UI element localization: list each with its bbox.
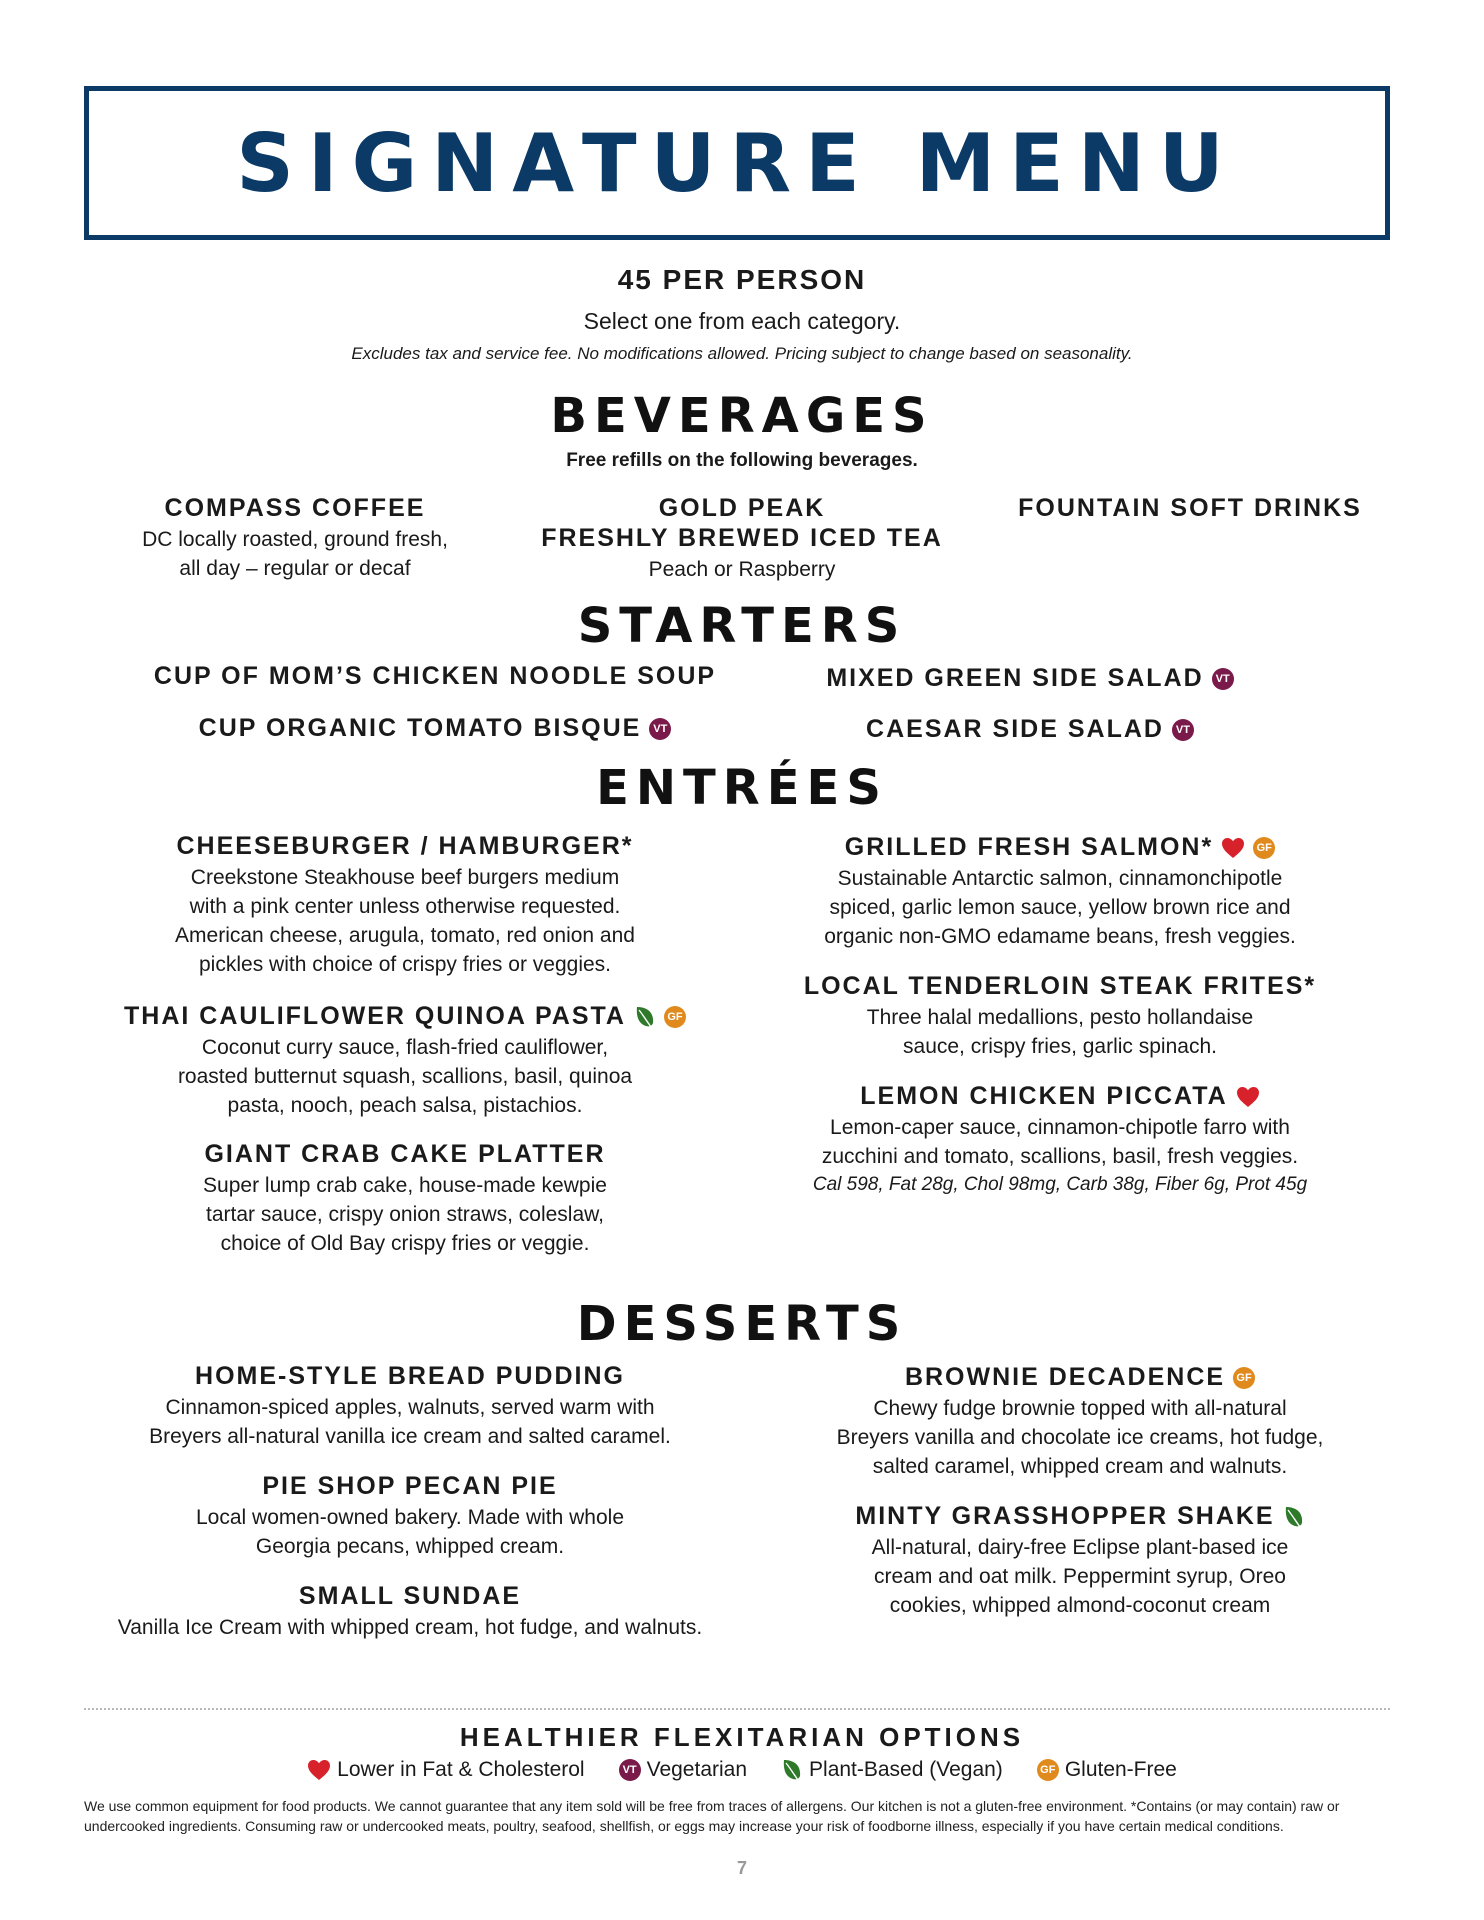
- dessert-name-text: SMALL SUNDAE: [298, 1582, 522, 1610]
- beverage-item: [1000, 494, 1380, 523]
- entree-item: [770, 833, 1350, 951]
- dessert-name-text: PIE SHOP PECAN PIE: [262, 1472, 558, 1500]
- beverages-heading: BEVERAGES: [550, 388, 934, 444]
- entree-desc-line: roasted butternut squash, scallions, basil, quinoa: [177, 1065, 633, 1088]
- desserts-heading: DESSERTS: [576, 1296, 908, 1352]
- vegetarian-icon: VT: [1212, 668, 1234, 690]
- legend-label: Lower in Fat & Cholesterol: [337, 1758, 585, 1781]
- entree-desc: [770, 1113, 1350, 1171]
- starter-name: [150, 662, 720, 691]
- legend-item: [1037, 1758, 1177, 1782]
- dessert-desc-line: Chewy fudge brownie topped with all-natural: [873, 1397, 1287, 1420]
- entree-desc-line: choice of Old Bay crispy fries or veggie.: [220, 1232, 590, 1255]
- entree-item: [110, 832, 700, 979]
- entree-name: [110, 1140, 700, 1169]
- legend-label: Vegetarian: [646, 1758, 748, 1781]
- entree-item: [770, 1082, 1350, 1199]
- starter-item: [790, 715, 1270, 744]
- dessert-name: [80, 1582, 740, 1611]
- entree-name-text: GRILLED FRESH SALMON*: [844, 833, 1214, 861]
- vegetarian-icon: VT: [649, 718, 671, 740]
- dessert-item: [80, 1582, 740, 1642]
- entree-desc-line: pasta, nooch, peach salsa, pistachios.: [227, 1094, 583, 1117]
- dessert-name: [790, 1363, 1370, 1392]
- nutrition-info: Cal 598, Fat 28g, Chol 98mg, Carb 38g, Fiber 6g, Prot 45g: [812, 1174, 1308, 1195]
- legend-item: [781, 1758, 1003, 1782]
- beverages-note: Free refills on the following beverages.: [566, 450, 918, 471]
- entree-name-text: LEMON CHICKEN PICCATA: [860, 1082, 1228, 1110]
- beverage-name-line2: FRESHLY BREWED ICED TEA: [541, 524, 943, 552]
- select-instruction: Select one from each category.: [583, 308, 901, 334]
- legend-item: [307, 1758, 584, 1782]
- entree-name: [770, 833, 1350, 862]
- dessert-name: [100, 1472, 720, 1501]
- beverage-name: COMPASS COFFEE: [164, 494, 426, 522]
- entree-desc-line: sauce, crispy fries, garlic spinach.: [903, 1035, 1217, 1058]
- entree-desc-line: Super lump crab cake, house-made kewpie: [203, 1174, 607, 1197]
- dessert-desc: [80, 1613, 740, 1642]
- fine-print: Excludes tax and service fee. No modifications allowed. Pricing subject to change based on seasonality.: [351, 344, 1133, 363]
- legend-item: [619, 1758, 747, 1782]
- dessert-name-text: HOME-STYLE BREAD PUDDING: [195, 1362, 625, 1390]
- starter-item: [170, 714, 700, 743]
- entree-desc-line: spiced, garlic lemon sauce, yellow brown rice and: [829, 896, 1291, 919]
- plant-based-icon: [781, 1758, 803, 1782]
- beverage-name: FOUNTAIN SOFT DRINKS: [1018, 494, 1362, 522]
- dessert-item: [100, 1362, 720, 1451]
- dessert-name-text: BROWNIE DECADENCE: [904, 1363, 1226, 1391]
- entree-desc-line: Coconut curry sauce, flash-fried cauliflower,: [201, 1036, 609, 1059]
- beverage-desc-line: DC locally roasted, ground fresh,: [142, 528, 448, 551]
- gluten-free-icon: GF: [1037, 1759, 1059, 1781]
- starter-name-text: CAESAR SIDE SALAD: [866, 715, 1164, 743]
- dessert-desc-line: Breyers vanilla and chocolate ice creams, hot fudge,: [836, 1426, 1324, 1449]
- entree-name-text: CHEESEBURGER / HAMBURGER*: [176, 832, 634, 860]
- menu-title: SIGNATURE MENU: [236, 116, 1238, 210]
- entree-name: [110, 1002, 700, 1031]
- legend: [0, 1758, 1484, 1782]
- dessert-desc: [790, 1533, 1370, 1620]
- dessert-desc-line: Georgia pecans, whipped cream.: [255, 1535, 565, 1558]
- beverage-desc-line: all day – regular or decaf: [179, 557, 411, 580]
- dessert-desc: [790, 1394, 1370, 1481]
- entree-name-text: THAI CAULIFLOWER QUINOA PASTA: [124, 1002, 626, 1030]
- heart-icon: [1236, 1086, 1260, 1108]
- entree-desc-line: organic non-GMO edamame beans, fresh veggies.: [824, 925, 1296, 948]
- dessert-item: [790, 1363, 1370, 1481]
- gluten-free-icon: GF: [664, 1006, 686, 1028]
- entree-desc-line: American cheese, arugula, tomato, red onion and: [175, 924, 635, 947]
- dessert-desc: [100, 1393, 720, 1451]
- starter-name: [790, 715, 1270, 744]
- title-box: [84, 86, 1390, 240]
- starter-name-text: MIXED GREEN SIDE SALAD: [826, 664, 1204, 692]
- entree-desc-line: Lemon-caper sauce, cinnamon-chipotle farro with: [830, 1116, 1290, 1139]
- entree-desc: [110, 863, 700, 979]
- dessert-desc-line: Local women-owned bakery. Made with whole: [196, 1506, 624, 1529]
- dessert-item: [100, 1472, 720, 1561]
- entrees-heading: ENTRÉES: [596, 760, 888, 816]
- gluten-free-icon: GF: [1233, 1367, 1255, 1389]
- entree-desc-line: Creekstone Steakhouse beef burgers medium: [190, 866, 620, 889]
- entree-item: [110, 1140, 700, 1258]
- entree-desc: [770, 864, 1350, 951]
- gluten-free-icon: GF: [1253, 837, 1275, 859]
- starter-item: [150, 662, 720, 691]
- dessert-name: [790, 1502, 1370, 1531]
- entree-desc: [770, 1003, 1350, 1061]
- dessert-desc-line: Breyers all-natural vanilla ice cream and salted caramel.: [149, 1425, 671, 1448]
- starter-name: [170, 714, 700, 743]
- entree-name-text: GIANT CRAB CAKE PLATTER: [204, 1140, 606, 1168]
- starter-name-text: CUP ORGANIC TOMATO BISQUE: [198, 714, 642, 742]
- starter-name-text: CUP OF MOM’S CHICKEN NOODLE SOUP: [153, 662, 717, 690]
- entree-name: [770, 1082, 1350, 1111]
- beverage-item: [110, 494, 480, 583]
- vegetarian-icon: VT: [1172, 719, 1194, 741]
- dessert-desc-line: salted caramel, whipped cream and walnuts.: [872, 1455, 1288, 1478]
- dessert-desc-line: Vanilla Ice Cream with whipped cream, hot fudge, and walnuts.: [117, 1616, 703, 1639]
- dessert-item: [790, 1502, 1370, 1620]
- entree-desc: [110, 1033, 700, 1120]
- entree-desc-line: Sustainable Antarctic salmon, cinnamonchipotle: [837, 867, 1283, 890]
- dessert-name-text: MINTY GRASSHOPPER SHAKE: [855, 1502, 1275, 1530]
- vegetarian-icon: VT: [619, 1759, 641, 1781]
- dessert-desc-line: cookies, whipped almond-coconut cream: [889, 1594, 1271, 1617]
- price-per-person: 45 PER PERSON: [617, 264, 867, 295]
- beverage-desc: Peach or Raspberry: [648, 558, 836, 581]
- plant-based-icon: [1283, 1505, 1305, 1529]
- divider: [84, 1708, 1390, 1710]
- entree-desc-line: zucchini and tomato, scallions, basil, fresh veggies.: [821, 1145, 1299, 1168]
- heart-icon: [1221, 837, 1245, 859]
- disclaimer: We use common equipment for food products. We cannot guarantee that any item sold will be free from traces of allergens. Our kitchen is not a gluten-free environment. *Contains (or may contain) raw or undercooked ingredients. Consuming raw or undercooked meats, poultry, seafood, shellfish, or eggs may increase your risk of foodborne illness, especially if you have certain medical conditions.: [84, 1798, 1340, 1834]
- entree-desc-line: pickles with choice of crispy fries or veggies.: [199, 953, 611, 976]
- beverage-desc: [110, 525, 480, 583]
- page-number: 7: [736, 1858, 747, 1878]
- dessert-desc-line: cream and oat milk. Peppermint syrup, Oreo: [873, 1565, 1286, 1588]
- entree-desc-line: with a pink center unless otherwise requested.: [189, 895, 621, 918]
- entree-name: [110, 832, 700, 861]
- entree-desc: [110, 1171, 700, 1258]
- entree-name-text: LOCAL TENDERLOIN STEAK FRITES*: [803, 972, 1317, 1000]
- beverage-item: [532, 494, 952, 584]
- dessert-desc-line: Cinnamon-spiced apples, walnuts, served warm with: [165, 1396, 655, 1419]
- entree-item: [110, 1002, 700, 1120]
- entree-desc-line: Three halal medallions, pesto hollandaise: [866, 1006, 1254, 1029]
- starter-name: [790, 664, 1270, 693]
- legend-heading: HEALTHIER FLEXITARIAN OPTIONS: [459, 1722, 1025, 1752]
- beverage-name: GOLD PEAK: [658, 494, 826, 522]
- dessert-name: [100, 1362, 720, 1391]
- legend-label: Plant-Based (Vegan): [809, 1758, 1003, 1781]
- starter-item: [790, 664, 1270, 693]
- starters-heading: STARTERS: [577, 598, 907, 654]
- legend-label: Gluten-Free: [1064, 1758, 1177, 1781]
- entree-desc-line: tartar sauce, crispy onion straws, coleslaw,: [206, 1203, 604, 1226]
- plant-based-icon: [634, 1005, 656, 1029]
- heart-icon: [307, 1759, 331, 1781]
- entree-item: [770, 972, 1350, 1061]
- dessert-desc-line: All-natural, dairy-free Eclipse plant-based ice: [871, 1536, 1289, 1559]
- dessert-desc: [100, 1503, 720, 1561]
- entree-name: [770, 972, 1350, 1001]
